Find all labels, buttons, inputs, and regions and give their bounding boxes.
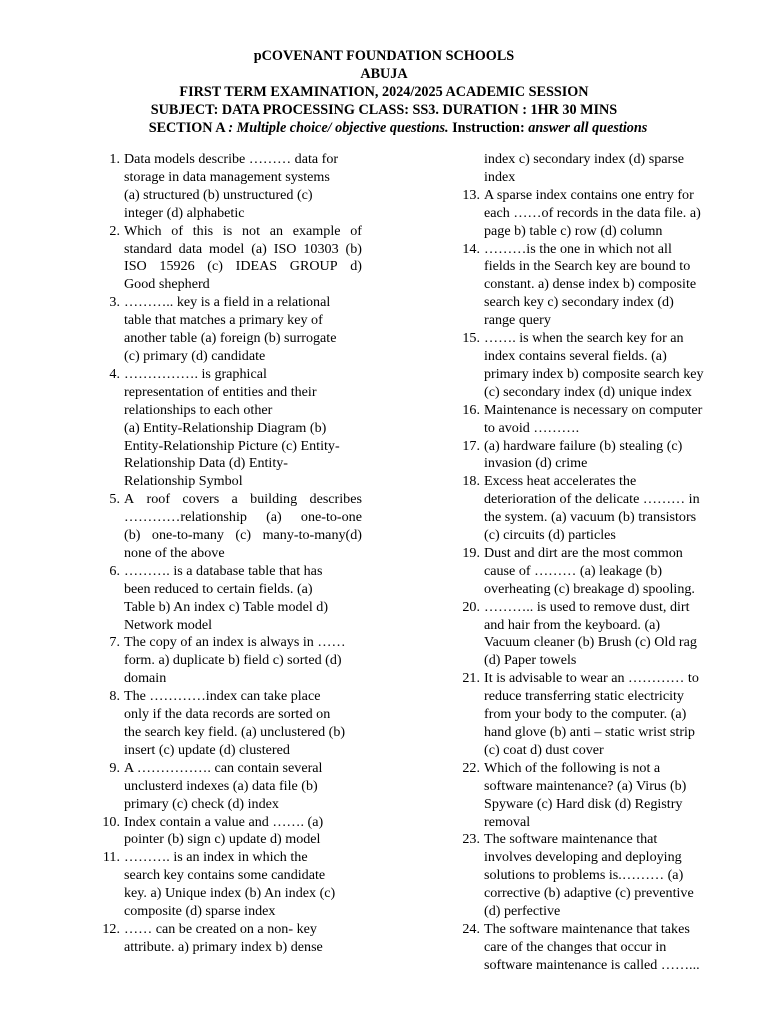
question-text-line: only if the data records are sorted on — [124, 706, 331, 723]
left-question-column — [98, 151, 362, 957]
school-location: ABUJA — [360, 66, 408, 82]
question-number: 1. — [109, 151, 120, 167]
question-text-line: (a) hardware failure (b) stealing (c) — [484, 437, 683, 454]
question-text-line: A sparse index contains one entry for — [484, 186, 694, 203]
question-text-line: representation of entities and their — [124, 383, 317, 400]
question-text-line: domain — [124, 670, 167, 687]
question-number: 24. — [462, 920, 480, 937]
question-text-line: and hair from the keyboard. (a) — [484, 616, 661, 633]
question-text-line: primary (c) check (d) index — [124, 795, 279, 812]
question-number: 7. — [109, 634, 120, 651]
question-text-line: Network model — [124, 616, 213, 633]
question-text-line: …………relationship (a) one-to-one — [124, 509, 362, 526]
question-item — [98, 491, 362, 563]
question-text-line: Excess heat accelerates the — [484, 473, 637, 490]
question-text-line: ……………. is graphical — [124, 365, 267, 382]
question-text-line: Table b) An index c) Table model d) — [124, 598, 329, 615]
question-text-line: integer (d) alphabetic — [124, 204, 245, 221]
question-text-line: search key contains some candidate — [124, 867, 326, 884]
question-text-line: primary index b) composite search key — [484, 365, 704, 382]
question-item — [98, 563, 362, 635]
question-number: 23. — [462, 831, 480, 848]
question-number: 6. — [109, 562, 120, 579]
exam-header — [0, 47, 768, 137]
question-text-line: constant. a) dense index b) composite — [484, 276, 697, 293]
question-item — [458, 921, 720, 975]
question-text-line: relationships to each other — [124, 401, 273, 418]
question-item — [458, 473, 720, 545]
question-text-line: reduce transferring static electricity — [484, 688, 684, 705]
question-text-line: overheating (c) breakage d) spooling. — [484, 580, 695, 597]
question-12-continuation — [458, 151, 720, 187]
question-item — [458, 402, 720, 438]
question-text-line: …… can be created on a non- key — [124, 920, 317, 937]
question-item — [458, 330, 720, 402]
question-text-line: ……. is when the search key for an — [484, 330, 684, 347]
question-text-line: attribute. a) primary index b) dense — [124, 938, 323, 955]
question-number: 21. — [462, 670, 480, 687]
question-text-line: ……….. is used to remove dust, dirt — [484, 598, 690, 615]
question-text-line: index — [484, 168, 516, 185]
question-number: 13. — [462, 186, 480, 203]
question-item — [458, 760, 720, 832]
question-number: 2. — [109, 222, 120, 239]
question-number: 10. — [102, 813, 120, 830]
question-text-line: storage in data management systems — [124, 168, 330, 185]
question-text-line: Good shepherd — [124, 276, 210, 293]
question-text-line: insert (c) update (d) clustered — [124, 741, 290, 758]
question-text-line: (c) circuits (d) particles — [484, 527, 616, 544]
question-text-line: from your body to the computer. (a) — [484, 706, 687, 723]
question-text-line: (c) coat d) dust cover — [484, 741, 604, 758]
question-text-line: the system. (a) vacuum (b) transistors — [484, 509, 697, 526]
question-text-line: another table (a) foreign (b) surrogate — [124, 330, 337, 347]
question-text-line: unclusterd indexes (a) data file (b) — [124, 777, 318, 794]
question-text-line: removal — [484, 813, 531, 830]
question-text-line: composite (d) sparse index — [124, 903, 276, 920]
section-line — [28, 119, 768, 137]
question-text-line: (d) perfective — [484, 903, 561, 920]
instruction-label: Instruction: — [452, 120, 525, 136]
question-number: 11. — [102, 849, 120, 866]
question-text-line: ISO 15926 (c) IDEAS GROUP d) — [124, 258, 362, 275]
question-number: 14. — [462, 240, 480, 257]
question-text-line: Data models describe ……… data for — [124, 151, 339, 167]
question-text-line: range query — [484, 312, 551, 329]
question-text-line: (c) secondary index (d) unique index — [484, 383, 692, 400]
question-text-line: The software maintenance that takes — [484, 920, 690, 937]
question-item — [458, 599, 720, 671]
right-question-column — [458, 151, 720, 975]
question-text-line: pointer (b) sign c) update d) model — [124, 831, 321, 848]
question-item — [98, 760, 362, 814]
question-number: 8. — [109, 688, 120, 705]
question-text-line: invasion (d) crime — [484, 455, 588, 472]
question-text-line: A ……………. can contain several — [124, 759, 323, 776]
question-item — [458, 438, 720, 474]
section-description: : Multiple choice/ objective questions. — [228, 120, 449, 136]
question-item — [458, 241, 720, 331]
question-text-line: hand glove (b) anti – static wrist strip — [484, 724, 695, 740]
question-text-line: Index contain a value and ……. (a) — [124, 813, 324, 830]
instruction-text: answer all questions — [528, 120, 648, 136]
exam-title: FIRST TERM EXAMINATION, 2024/2025 ACADEMIC SESSION — [179, 84, 589, 100]
question-text-line: search key c) secondary index (d) — [484, 294, 674, 311]
question-number: 4. — [109, 365, 120, 382]
question-text-line: software maintenance is called ……... — [484, 956, 700, 973]
question-text-line: form. a) duplicate b) field c) sorted (d) — [124, 652, 342, 669]
question-text-line: Spyware (c) Hard disk (d) Registry — [484, 795, 683, 812]
question-text-line: Relationship Symbol — [124, 473, 243, 490]
question-text-line: Maintenance is necessary on computer — [484, 401, 703, 418]
question-text-line: table that matches a primary key of — [124, 312, 323, 329]
question-text-line: cause of ……… (a) leakage (b) — [484, 562, 663, 579]
question-text-line: standard data model (a) ISO 10303 (b) — [124, 240, 362, 257]
question-text-line: solutions to problems is.……… (a) — [484, 867, 684, 884]
question-text-line: been reduced to certain fields. (a) — [124, 580, 313, 597]
question-text-line: software maintenance? (a) Virus (b) — [484, 777, 687, 794]
question-text-line: Vacuum cleaner (b) Brush (c) Old rag — [484, 634, 697, 651]
question-text-line: (d) Paper towels — [484, 652, 577, 669]
question-text-line: deterioration of the delicate ……… in — [484, 491, 700, 508]
question-item — [98, 294, 362, 366]
question-text-line: ………. is an index in which the — [124, 849, 308, 866]
question-text-line: page b) table c) row (d) column — [484, 222, 663, 239]
question-number: 12. — [102, 920, 120, 937]
question-text-line: corrective (b) adaptive (c) preventive — [484, 885, 694, 902]
question-item — [458, 545, 720, 599]
question-text-line: (a) Entity-Relationship Diagram (b) — [124, 419, 327, 436]
question-item — [98, 849, 362, 921]
question-item — [98, 634, 362, 688]
question-number: 20. — [462, 598, 480, 615]
question-text-line: Entity-Relationship Picture (c) Entity- — [124, 437, 340, 454]
question-text-line: ………is the one in which not all — [484, 240, 672, 257]
question-text-line: The software maintenance that — [484, 831, 658, 848]
question-text-line: none of the above — [124, 544, 225, 561]
question-item — [98, 688, 362, 760]
question-item — [458, 187, 720, 241]
question-text-line: index c) secondary index (d) sparse — [484, 151, 684, 167]
question-text-line: (a) structured (b) unstructured (c) — [124, 186, 313, 203]
subject-line: SUBJECT: DATA PROCESSING CLASS: SS3. DURATION : 1HR 30 MINS — [150, 102, 618, 118]
question-text-line: the search key field. (a) unclustered (b) — [124, 724, 346, 740]
school-name: pCOVENANT FOUNDATION SCHOOLS — [253, 48, 515, 64]
question-number: 9. — [109, 759, 120, 776]
question-item — [98, 151, 362, 223]
question-text-line: to avoid ………. — [484, 419, 580, 436]
question-number: 18. — [462, 473, 480, 490]
section-label: SECTION A — [148, 120, 225, 136]
question-text-line: key. a) Unique index (b) An index (c) — [124, 885, 336, 902]
question-text-line: index contains several fields. (a) — [484, 347, 667, 364]
question-text-line: The copy of an index is always in …… — [124, 634, 346, 651]
question-text-line: (c) primary (d) candidate — [124, 347, 266, 364]
question-number: 22. — [462, 759, 480, 776]
question-text-line: ………. is a database table that has — [124, 562, 323, 579]
question-item — [458, 670, 720, 760]
question-text-line: (b) one-to-many (c) many-to-many(d) — [124, 527, 362, 544]
question-number: 19. — [462, 544, 480, 561]
question-number: 16. — [462, 401, 480, 418]
question-item — [98, 223, 362, 295]
question-text-line: Which of the following is not a — [484, 759, 661, 776]
question-item — [98, 814, 362, 850]
question-number: 17. — [462, 437, 480, 454]
question-number: 15. — [462, 330, 480, 347]
question-number: 5. — [109, 491, 120, 508]
question-item — [458, 831, 720, 921]
question-text-line: ……….. key is a field in a relational — [124, 294, 331, 311]
question-text-line: care of the changes that occur in — [484, 938, 667, 955]
question-text-line: Relationship Data (d) Entity- — [124, 455, 288, 472]
question-text-line: The …………index can take place — [124, 688, 321, 705]
question-text-line: each ……of records in the data file. a) — [484, 204, 701, 221]
question-text-line: Which of this is not an example of — [124, 222, 362, 239]
question-text-line: involves developing and deploying — [484, 849, 682, 866]
question-text-line: It is advisable to wear an ………… to — [484, 670, 699, 687]
question-text-line: A roof covers a building describes — [124, 491, 362, 508]
question-text-line: Dust and dirt are the most common — [484, 544, 683, 561]
question-item — [98, 921, 362, 957]
question-text-line: fields in the Search key are bound to — [484, 258, 691, 275]
question-item — [98, 366, 362, 491]
question-number: 3. — [109, 294, 120, 311]
